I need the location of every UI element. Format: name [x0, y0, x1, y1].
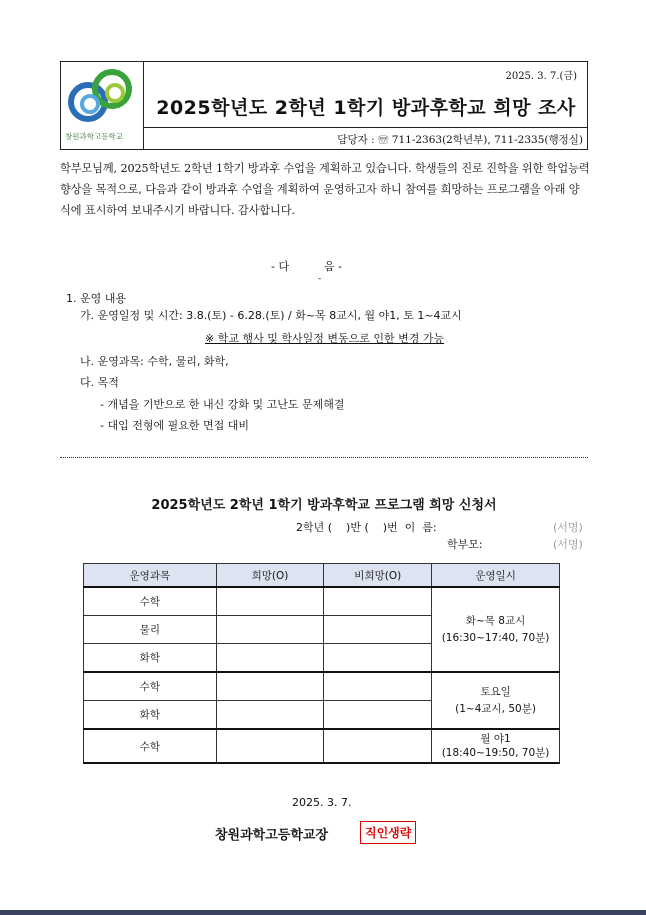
- contact-info: 담당자 : ☏ 711-2363(2학년부), 711-2335(행정실): [337, 134, 583, 146]
- student-info-line[interactable]: 2학년 ( )반 ( )번 이 름:: [296, 521, 437, 534]
- subject-cell: 화학: [84, 701, 217, 730]
- schedule-line: (16:30~17:40, 70분): [441, 631, 550, 644]
- subject-cell: 물리: [84, 616, 217, 644]
- want-checkbox[interactable]: [216, 729, 324, 763]
- header-schedule: 운영일시: [432, 564, 560, 588]
- subject-cell: 수학: [84, 672, 217, 701]
- outline-da: 다. 목적: [80, 376, 119, 389]
- official-seal-omitted: 직인생략: [360, 821, 416, 844]
- page-title: 2025학년도 2학년 1학기 방과후학교 희망 조사: [156, 97, 576, 119]
- purpose-item: - 개념을 기반으로 한 내신 강화 및 고난도 문제해결: [100, 398, 345, 411]
- document-date: 2025. 3. 7.(금): [505, 71, 577, 82]
- bottom-bar: [0, 910, 646, 915]
- table-row: [84, 587, 560, 616]
- outline-note: ※ 학교 행사 및 학사일정 변동으로 인한 변경 가능: [205, 332, 445, 345]
- outline-item-1: 1. 운영 내용: [66, 292, 126, 305]
- intro-paragraph: 학부모님께, 2025학년도 2학년 1학기 방과후 수업을 계획하고 있습니다. 학생들의 진로 진학을 위한 학업능력 향상을 목적으로, 다음과 같이 방과후 수업을 계획하여 운영하고자 하니 참여를 희망하는 프로그램을 아래 양식에 표시하여 보내주시기 바랍니다. 감사합니다.: [60, 162, 590, 217]
- schedule-cell: [432, 729, 560, 763]
- schedule-line: (1~4교시, 50분): [455, 702, 536, 715]
- not-want-checkbox[interactable]: [324, 644, 432, 673]
- not-want-checkbox[interactable]: [324, 701, 432, 730]
- table-header-row: [84, 564, 560, 588]
- principal-name: 창원과학고등학교장: [215, 828, 329, 843]
- school-logo: [61, 62, 144, 149]
- section-dash: -: [318, 274, 322, 284]
- contact-row: [144, 127, 587, 150]
- parent-line[interactable]: 학부모:: [447, 538, 483, 551]
- outline-ga: 가. 운영일정 및 시간: 3.8.(토) - 6.28.(토) / 화~목 8교시, 월 야1, 토 1~4교시: [80, 309, 462, 322]
- logo-school-name: 창원과학고등학교: [65, 132, 123, 141]
- purpose-item: - 대입 전형에 필요한 면접 대비: [100, 419, 249, 432]
- header-subject: 운영과목: [84, 564, 217, 588]
- subject-cell: 수학: [84, 729, 217, 763]
- not-want-checkbox[interactable]: [324, 616, 432, 644]
- header-not-want: 비희망(O): [324, 564, 432, 588]
- want-checkbox[interactable]: [216, 616, 324, 644]
- want-checkbox[interactable]: [216, 672, 324, 701]
- not-want-checkbox[interactable]: [324, 672, 432, 701]
- schedule-line: 화~목 8교시: [465, 614, 526, 627]
- want-checkbox[interactable]: [216, 644, 324, 673]
- schedule-cell: [432, 587, 560, 672]
- document-header: [60, 61, 588, 150]
- schedule-line: 토요일: [480, 685, 511, 698]
- schedule-cell: [432, 672, 560, 729]
- table-row: [84, 729, 560, 763]
- subject-cell: 화학: [84, 644, 217, 673]
- student-sign[interactable]: (서명): [553, 521, 583, 534]
- program-table: [83, 563, 560, 764]
- schedule-line: (18:40~19:50, 70분): [441, 747, 550, 759]
- subject-cell: 수학: [84, 587, 217, 616]
- parent-sign[interactable]: (서명): [553, 538, 583, 551]
- want-checkbox[interactable]: [216, 701, 324, 730]
- outline-na: 나. 운영과목: 수학, 물리, 화학,: [80, 355, 229, 368]
- table-row: [84, 672, 560, 701]
- not-want-checkbox[interactable]: [324, 587, 432, 616]
- header-want: 희망(O): [216, 564, 324, 588]
- schedule-line: 월 야1: [480, 733, 511, 745]
- footer-date: 2025. 3. 7.: [292, 796, 352, 809]
- want-checkbox[interactable]: [216, 587, 324, 616]
- form-title: 2025학년도 2학년 1학기 방과후학교 프로그램 희망 신청서: [151, 498, 497, 513]
- cut-line: [60, 457, 588, 458]
- section-heading: - 다 음 -: [271, 260, 343, 273]
- not-want-checkbox[interactable]: [324, 729, 432, 763]
